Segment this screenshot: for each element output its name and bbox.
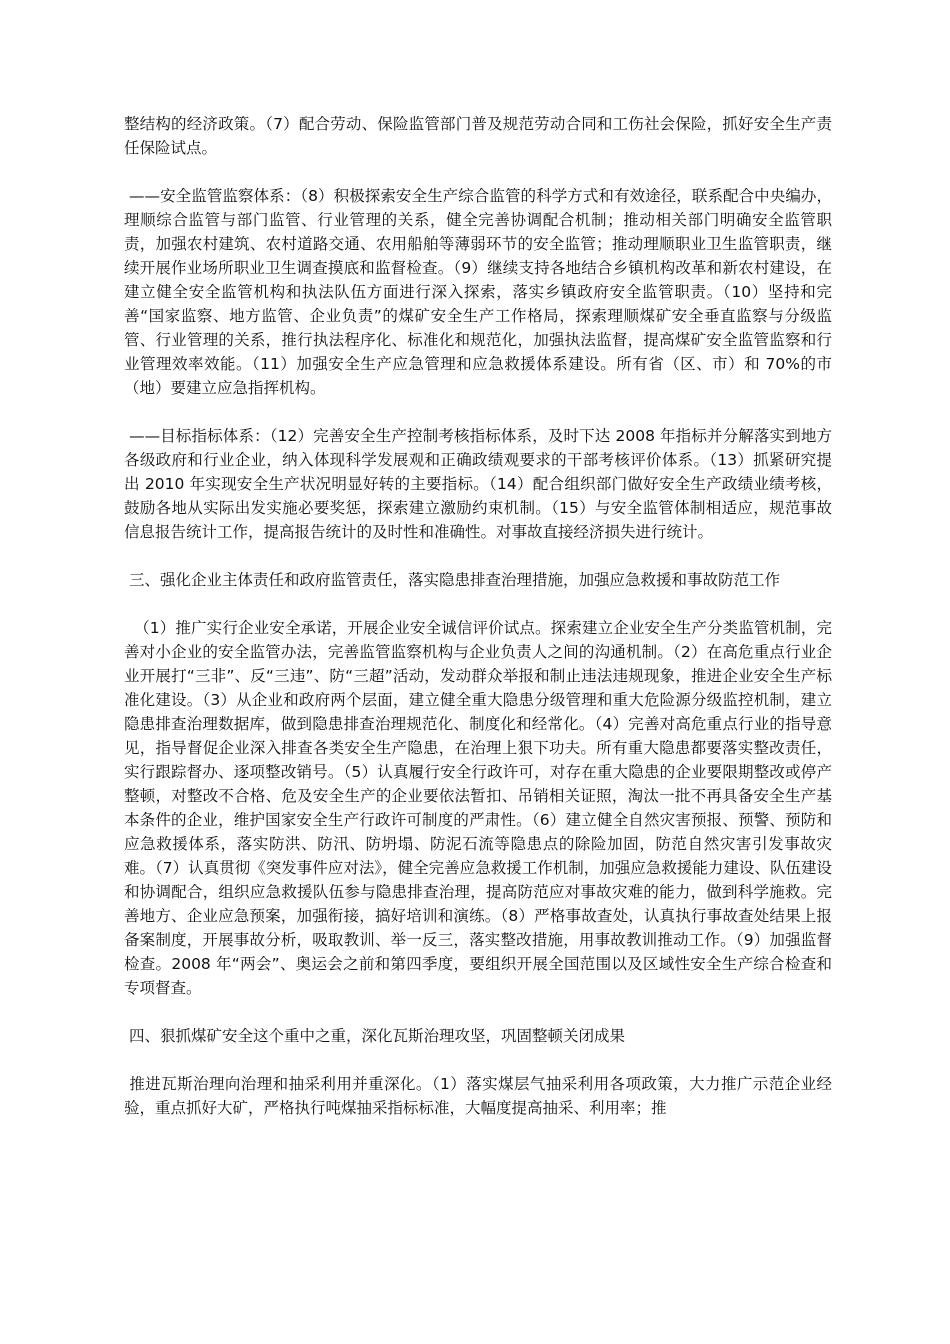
paragraph-target-indicators: ——目标指标体系：（12）完善安全生产控制考核指标体系，及时下达 2008 年指标并分解落实到地方各级政府和行业企业，纳入体现科学发展观和正确政绩观要求的干部考核评价体系。（13）抓紧研究提出 2010 年实现安全生产状况明显好转的主要指标。（14）配合组织部门做好安全生产政绩业绩考核，鼓励各地从实际出发实施必要奖惩，探索建立激励约束机制。（15）与安全监管体制相适应，规范事故信息报告统计工作，提高报告统计的及时性和准确性。对事故直接经济损失进行统计。 — [124, 427, 832, 541]
paragraph-gap — [124, 400, 832, 424]
paragraph-gap — [124, 544, 832, 568]
paragraph-supervision-system: ——安全监管监察体系：（8）积极探索安全生产综合监管的科学方式和有效途径，联系配合中央编办，理顺综合监管与部门监管、行业管理的关系，健全完善协调配合机制；推动相关部门明确安全监管职责，加强农村建筑、农村道路交通、农用船舶等薄弱环节的安全监管；推动理顺职业卫生监管职责，继续开展作业场所职业卫生调查摸底和监督检查。（9）继续支持各地结合乡镇机构改革和新农村建设，在建立健全安全监管机构和执法队伍方面进行深入探索，落实乡镇政府安全监管职责。（10）坚持和完善“国家监察、地方监管、企业负责”的煤矿安全生产工作格局，探索理顺煤矿安全垂直监察与分级监管、行业管理的关系，推行执法程序化、标准化和规范化，加强执法监督，提高煤矿安全监管监察和行业管理效率效能。（11）加强安全生产应急管理和应急救援体系建设。所有省（区、市）和 70%的市（地）要建立应急指挥机构。 — [124, 187, 832, 397]
paragraph-gap — [124, 1048, 832, 1072]
paragraph-gap — [124, 592, 832, 616]
section-heading-4: 四、狠抓煤矿安全这个重中之重，深化瓦斯治理攻坚，巩固整顿关闭成果 — [124, 1027, 625, 1045]
paragraph-gap — [124, 160, 832, 184]
paragraph-gap — [124, 1000, 832, 1024]
paragraph-gas-control: 推进瓦斯治理向治理和抽采利用并重深化。（1）落实煤层气抽采利用各项政策，大力推广示范企业经验，重点抓好大矿，严格执行吨煤抽采指标标准，大幅度提高抽采、利用率；推 — [124, 1075, 832, 1117]
section-heading-3: 三、强化企业主体责任和政府监管责任，落实隐患排查治理措施，加强应急救援和事故防范工作 — [124, 571, 780, 589]
document-page — [124, 112, 832, 1120]
paragraph-enterprise-responsibility: （1）推广实行企业安全承诺，开展企业安全诚信评价试点。探索建立企业安全生产分类监管机制，完善对小企业的安全监管办法，完善监管监察机构与企业负责人之间的沟通机制。（2）在高危重点行业企业开展打“三非”、反“三违”、防“三超”活动，发动群众举报和制止违法违规现象，推进企业安全生产标准化建设。（3）从企业和政府两个层面，建立健全重大隐患分级管理和重大危险源分级监控机制，建立隐患排查治理数据库，做到隐患排查治理规范化、制度化和经常化。（4）完善对高危重点行业的指导意见，指导督促企业深入排查各类安全生产隐患，在治理上狠下功夫。所有重大隐患都要落实整改责任，实行跟踪督办、逐项整改销号。（5）认真履行安全行政许可，对存在重大隐患的企业要限期整改或停产整顿，对整改不合格、危及安全生产的企业要依法暂扣、吊销相关证照，淘汰一批不再具备安全生产基本条件的企业，维护国家安全生产行政许可制度的严肃性。（6）建立健全自然灾害预报、预警、预防和应急救援体系，落实防洪、防汛、防坍塌、防泥石流等隐患点的除险加固，防范自然灾害引发事故灾难。（7）认真贯彻《突发事件应对法》，健全完善应急救援工作机制，加强应急救援能力建设、队伍建设和协调配合，组织应急救援队伍参与隐患排查治理，提高防范应对事故灾难的能力，做到科学施救。完善地方、企业应急预案，加强衔接，搞好培训和演练。（8）严格事故查处，认真执行事故查处结果上报备案制度，开展事故分析，吸取教训、举一反三，落实整改措施，用事故教训推动工作。（9）加强监督检查。2008 年“两会”、奥运会之前和第四季度，要组织开展全国范围以及区域性安全生产综合检查和专项督查。 — [124, 619, 832, 997]
paragraph-insurance: 整结构的经济政策。（7）配合劳动、保险监管部门普及规范劳动合同和工伤社会保险，抓好安全生产责任保险试点。 — [124, 115, 832, 157]
